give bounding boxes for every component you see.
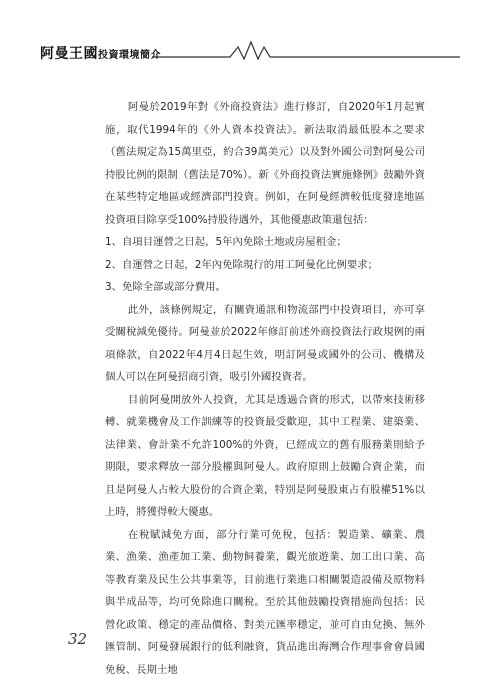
header-title bbox=[40, 43, 161, 63]
paragraph: 在稅賦減免方面，部分行業可免稅，包括：製造業、礦業、農業、漁業、漁產加工業、動物飼養業，觀光旅遊業、加工出口業、高等教育業及民生公共事業等，目前進行業進口相關製造設備及原物料與半成品等，均可免除進口關稅。至於其他鼓勵投資措施尚包括：民營化政策、穩定的產品價格、對美元匯率穩定，並可自由兌換、無外匯管制、阿曼發展銀行的低利融資，貨品進出海灣合作理事會會員國免稅、長期土地 bbox=[105, 524, 425, 681]
paragraph: 目前阿曼開放外人投資，尤其是透過合資的形式，以帶來技術移轉、就業機會及工作訓練等的投資最受歡迎，其中工程業、建築業、法律業、會計業不允許100%的外資，已經成立的舊有服務業則給予期限，要求釋放一部分股權與阿曼人。政府原則上鼓勵合資企業，而且是阿曼人占較大股份的合資企業，特別是阿曼股東占有股權51%以上時，將獲得較大優惠。 bbox=[105, 389, 425, 524]
header-title-sub: 投資環境簡介 bbox=[98, 50, 161, 61]
page-number: 32 bbox=[68, 630, 87, 648]
list-item: 1、自項目運營之日起，5年內免除土地或房屋租金； bbox=[105, 231, 425, 254]
body-text bbox=[105, 96, 425, 681]
paragraph: 此外，該條例規定，有關資通訊和物流部門中投資項目，亦可享受關稅減免優待。阿曼並於2022年修訂前述外商投資法行政規例的兩項條款，自2022年4月4日起生效，明訂阿曼或國外的公司、機構及個人可以在阿曼招商引資，吸引外國投資者。 bbox=[105, 299, 425, 389]
list-item: 2、自運營之日起，2年內免除現行的用工阿曼化比例要求； bbox=[105, 254, 425, 277]
paragraph: 阿曼於2019年對《外商投資法》進行修訂，自2020年1月起實施，取代1994年的《外人資本投資法》。新法取消最低股本之要求（舊法規定為15萬里亞，約合39萬美元）以及對外國公司對阿曼公司持股比例的限制（舊法是70%）。新《外商投資法實施條例》鼓勵外資在某些特定地區或經濟部門投資。例如，在阿曼經濟較低度發達地區投資項目除享受100%持股待遇外，其他優惠政策還包括： bbox=[105, 96, 425, 231]
list-item: 3、免除全部或部分費用。 bbox=[105, 276, 425, 299]
header-title-main: 阿曼王國 bbox=[40, 46, 98, 62]
page-header bbox=[40, 37, 460, 63]
